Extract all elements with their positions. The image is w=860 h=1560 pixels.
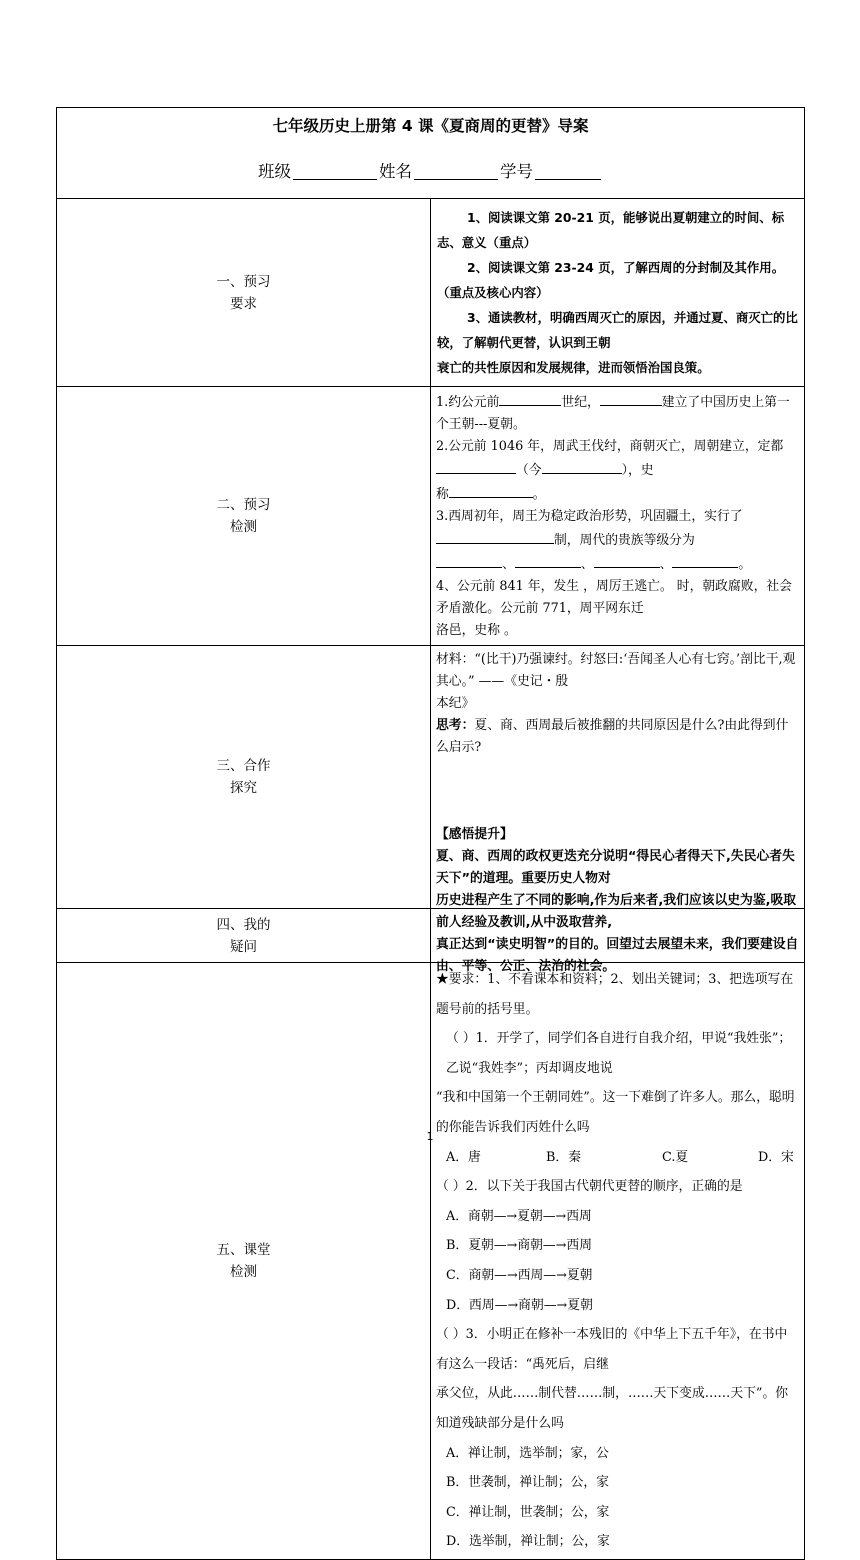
insight-block bbox=[436, 824, 799, 978]
insight-text: 历史进程产生了不同的影响,作为后来者,我们应该以史为鉴,吸取前人经验及教训,从中汲取营养, bbox=[436, 893, 797, 930]
check-question-3: 3.西周初年，周王为稳定政治形势，巩固疆土，实行了制，周代的贵族等级分为 bbox=[436, 509, 743, 548]
section-label-preview-check bbox=[57, 387, 431, 646]
material-text: 材料：“(比干)乃强谏纣。纣怒曰:‘吾闻圣人心有七窍。’剖比干,观其心。” ——《史记・殷 bbox=[436, 652, 796, 689]
label-line: 检测 bbox=[230, 1263, 257, 1280]
answer-blank[interactable] bbox=[436, 552, 502, 568]
class-blank[interactable] bbox=[293, 161, 377, 180]
check-question-4-cont: 洛邑，史称 。 bbox=[436, 623, 517, 638]
test-question-3-options-row1 bbox=[436, 1439, 799, 1498]
answer-blank[interactable] bbox=[600, 390, 662, 406]
option-a[interactable]: A．唐 bbox=[446, 1149, 481, 1165]
answer-blank[interactable] bbox=[449, 482, 533, 498]
student-info-line bbox=[57, 158, 804, 182]
number-blank[interactable] bbox=[535, 161, 601, 180]
insight-title: 【感悟提升】 bbox=[436, 827, 513, 842]
answer-blank[interactable] bbox=[672, 552, 738, 568]
cooperation-content bbox=[431, 646, 805, 974]
option-c[interactable]: C．商朝—→西周—→夏朝 bbox=[446, 1267, 593, 1283]
worksheet-table bbox=[56, 107, 805, 1560]
label-line: 疑问 bbox=[230, 938, 257, 955]
test-question-2: （ ）2．以下关于我国古代朝代更替的顺序，正确的是 bbox=[436, 1179, 743, 1195]
option-c[interactable]: C．禅让制，世袭制；公，家 bbox=[446, 1504, 610, 1520]
test-question-1: （ ）1．开学了，同学们各自进行自我介绍，甲说“我姓张”；乙说“我姓李”；丙却调皮地说 bbox=[446, 1031, 792, 1076]
preview-check-content bbox=[431, 387, 805, 646]
option-d[interactable]: D．宋 bbox=[758, 1149, 794, 1165]
answer-blank[interactable] bbox=[542, 458, 622, 474]
page-title: 七年级历史上册第 4 课《夏商周的更替》导案 bbox=[272, 117, 589, 135]
answer-blank[interactable] bbox=[436, 528, 554, 544]
insight-text: 夏、商、西周的政权更迭充分说明“得民心者得天下,失民心者失天下”的道理。重要历史人物对 bbox=[436, 849, 795, 886]
option-b[interactable]: B．秦 bbox=[546, 1149, 581, 1165]
think-question bbox=[436, 715, 799, 759]
section-label-class-test bbox=[57, 963, 431, 1560]
option-b[interactable]: B．夏朝—→商朝—→西周 bbox=[446, 1238, 593, 1254]
test-question-2-options-row1 bbox=[436, 1202, 799, 1261]
check-question-4: 4、公元前 841 年，发生 ，周厉王逃亡。 时，朝政腐败，社会矛盾激化。公元前 771，周平网东迁 bbox=[436, 579, 792, 616]
section-label-cooperation bbox=[57, 646, 431, 909]
option-d[interactable]: D．西周—→商朝—→夏朝 bbox=[446, 1297, 593, 1313]
answer-blank[interactable] bbox=[515, 552, 581, 568]
option-d[interactable]: D．选举制，禅让制；公，家 bbox=[446, 1534, 610, 1550]
number-label: 学号 bbox=[500, 162, 533, 181]
requirement-item: 衰亡的共性原因和发展规律，进而领悟治国良策。 bbox=[437, 360, 710, 375]
check-question-3-cont: 、 、 、 。 bbox=[436, 552, 799, 576]
name-label: 姓名 bbox=[379, 162, 412, 181]
label-line: 五、课堂 bbox=[216, 1241, 271, 1258]
test-question-3-options-row2 bbox=[436, 1498, 799, 1557]
label-line: 探究 bbox=[230, 780, 257, 796]
test-question-3: （ ）3．小明正在修补一本残旧的《中华上下五千年》，在书中有这么一段话：“禹死后，启继 bbox=[436, 1327, 788, 1372]
preview-requirements-content bbox=[431, 199, 805, 387]
think-text: 夏、商、西周最后被推翻的共同原因是什么?由此得到什么启示? bbox=[436, 718, 789, 755]
option-a[interactable]: A．禅让制，选举制；家，公 bbox=[446, 1445, 609, 1461]
think-label: 思考： bbox=[436, 718, 475, 733]
requirement-item: 2、阅读课文第 23-24 页，了解西周的分封制及其作用。（重点及核心内容） bbox=[437, 260, 785, 300]
option-a[interactable]: A．商朝—→夏朝—→西周 bbox=[446, 1208, 592, 1224]
test-question-1-cont: “我和中国第一个王朝同姓”。这一下难倒了许多人。那么，聪明的你能告诉我们丙姓什么吗 bbox=[436, 1090, 795, 1135]
answer-blank[interactable] bbox=[594, 552, 660, 568]
check-question-1: 1.约公元前 世纪， 建立了中国历史上第一个王朝---夏朝。 bbox=[436, 390, 799, 436]
check-question-2: 2.公元前 1046 年，周武王伐纣，商朝灭亡，周朝建立，定都（今 ），史 bbox=[436, 439, 784, 478]
label-line: 要求 bbox=[230, 295, 257, 312]
page-number: 1 bbox=[426, 1130, 434, 1143]
section-label-preview-requirements bbox=[57, 199, 431, 387]
class-test-content bbox=[431, 963, 805, 1560]
label-line: 二、预习 bbox=[216, 497, 271, 513]
option-c[interactable]: C.夏 bbox=[662, 1149, 689, 1165]
answer-blank[interactable] bbox=[436, 458, 516, 474]
label-line: 四、我的 bbox=[216, 916, 271, 933]
header-cell bbox=[57, 108, 805, 199]
label-line: 三、合作 bbox=[216, 758, 271, 774]
material-text: 本纪》 bbox=[436, 696, 475, 711]
name-blank[interactable] bbox=[414, 161, 498, 180]
label-line: 检测 bbox=[230, 519, 257, 535]
answer-blank[interactable] bbox=[499, 390, 561, 406]
option-b[interactable]: B．世袭制，禅让制；公，家 bbox=[446, 1475, 609, 1491]
section-label-questions bbox=[57, 909, 431, 963]
check-question-2-cont: 称 。 bbox=[436, 482, 799, 506]
requirement-item: 1、阅读课文第 20-21 页，能够说出夏朝建立的时间、标志、意义（重点） bbox=[437, 210, 785, 250]
requirement-item: 3、通读教材，明确西周灭亡的原因，并通过夏、商灭亡的比较，了解朝代更替，认识到王朝 bbox=[437, 310, 798, 350]
test-requirement: ★要求：1、不看课本和资料；2、划出关键词；3、把选项写在题号前的括号里。 bbox=[436, 972, 794, 1017]
test-question-1-options bbox=[436, 1143, 799, 1173]
test-question-3-cont: 承父位，从此……制代替……制，……天下变成……天下”。你知道残缺部分是什么吗 bbox=[436, 1386, 789, 1431]
insight-text: 真正达到“读史明智”的目的。回望过去展望未来，我们要建设自由、平等、公正、法治的社会。 bbox=[436, 937, 799, 974]
class-label: 班级 bbox=[258, 162, 291, 181]
test-question-2-options-row2 bbox=[436, 1261, 799, 1320]
label-line: 一、预习 bbox=[216, 273, 271, 290]
